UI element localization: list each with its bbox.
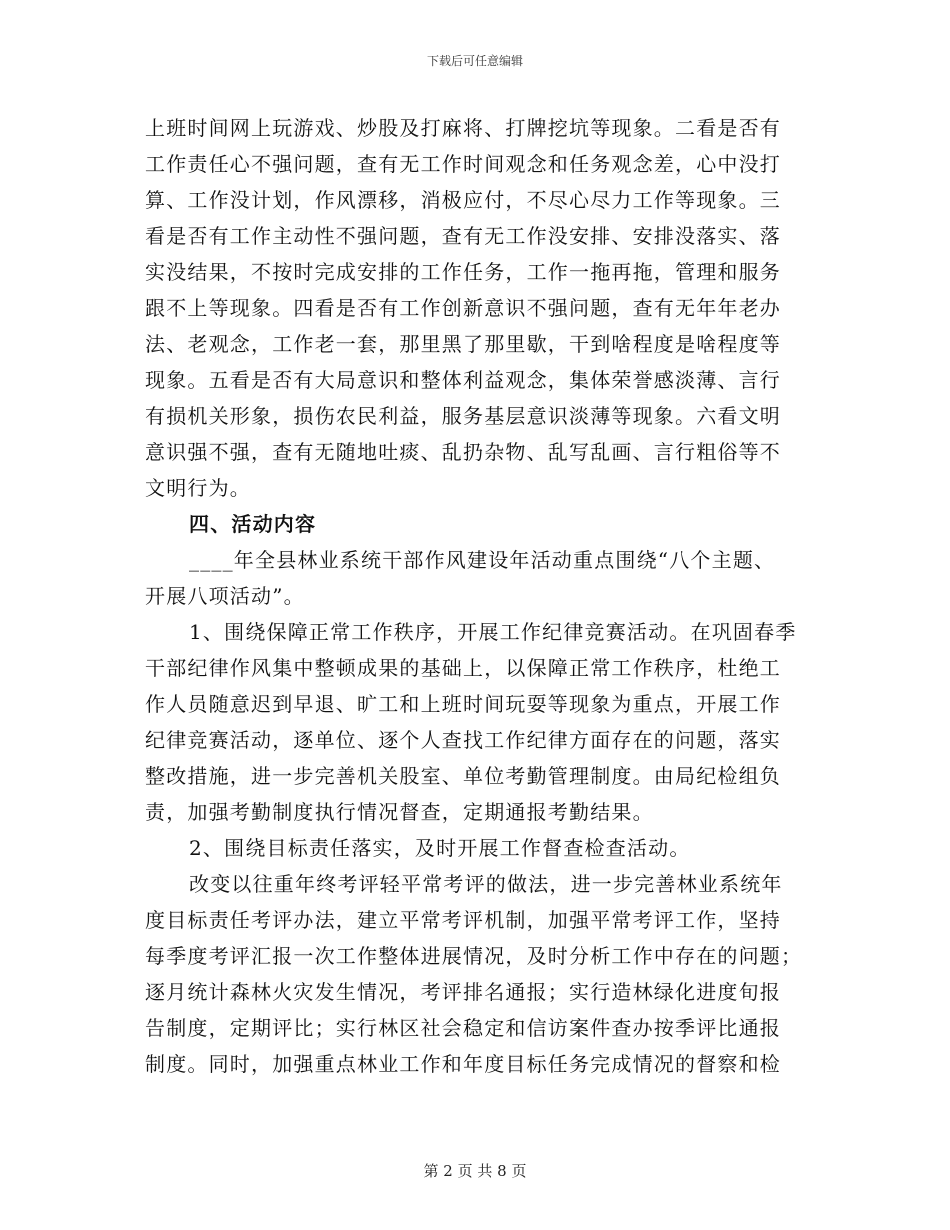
- text-line: 1、围绕保障正常工作秩序，开展工作纪律竞赛活动。在巩固春季: [189, 620, 797, 644]
- text-line: 上班时间网上玩游戏、炒股及打麻将、打牌挖坑等现象。二看是否有: [145, 116, 781, 140]
- text-line: 文明行为。: [145, 476, 251, 500]
- text-line: 2、围绕目标责任落实，及时开展工作督查检查活动。: [189, 836, 691, 860]
- text-line: 告制度，定期评比；实行林区社会稳定和信访案件查办按季评比通报: [145, 1016, 781, 1040]
- text-line: 制度。同时，加强重点林业工作和年度目标任务完成情况的督察和检: [145, 1052, 781, 1076]
- text-line: 有损机关形象，损伤农民利益，服务基层意识淡薄等现象。六看文明: [145, 404, 781, 428]
- text-line: 开展八项活动”。: [145, 584, 305, 608]
- text-line: 工作责任心不强问题，查有无工作时间观念和任务观念差，心中没打: [145, 152, 781, 176]
- text-line: 跟不上等现象。四看是否有工作创新意识不强问题，查有无年年老办: [145, 296, 781, 320]
- section-heading: 四、活动内容: [189, 512, 317, 536]
- text-line: 责，加强考勤制度执行情况督查，定期通报考勤结果。: [145, 800, 654, 824]
- text-line: 改变以往重年终考评轻平常考评的做法，进一步完善林业系统年: [189, 872, 783, 896]
- text-line: ____年全县林业系统干部作风建设年活动重点围绕“八个主题、: [189, 548, 776, 572]
- text-line: 逐月统计森林火灾发生情况，考评排名通报；实行造林绿化进度旬报: [145, 980, 781, 1004]
- text-line: 度目标责任考评办法，建立平常考评机制，加强平常考评工作，坚持: [145, 908, 781, 932]
- text-line: 每季度考评汇报一次工作整体进展情况，及时分析工作中存在的问题；: [145, 944, 803, 968]
- text-line: 实没结果，不按时完成安排的工作任务，工作一拖再拖，管理和服务: [145, 260, 781, 284]
- text-line: 法、老观念，工作老一套，那里黑了那里歇，干到啥程度是啥程度等: [145, 332, 781, 356]
- text-line: 纪律竞赛活动，逐单位、逐个人查找工作纪律方面存在的问题，落实: [145, 728, 781, 752]
- document-body: [145, 110, 805, 1082]
- text-line: 作人员随意迟到早退、旷工和上班时间玩耍等现象为重点，开展工作: [145, 692, 781, 716]
- text-line: 干部纪律作风集中整顿成果的基础上，以保障正常工作秩序，杜绝工: [145, 656, 781, 680]
- text-line: 整改措施，进一步完善机关股室、单位考勤管理制度。由局纪检组负: [145, 764, 781, 788]
- text-line: 看是否有工作主动性不强问题，查有无工作没安排、安排没落实、落: [145, 224, 781, 248]
- page-header: 下载后可任意编辑: [426, 54, 523, 68]
- text-line: 现象。五看是否有大局意识和整体利益观念，集体荣誉感淡薄、言行: [145, 368, 781, 392]
- text-line: 算、工作没计划，作风漂移，消极应付，不尽心尽力工作等现象。三: [145, 188, 781, 212]
- text-line: 意识强不强，查有无随地吐痰、乱扔杂物、乱写乱画、言行粗俗等不: [145, 440, 781, 464]
- page-footer: 第 2 页 共 8 页: [423, 1162, 527, 1180]
